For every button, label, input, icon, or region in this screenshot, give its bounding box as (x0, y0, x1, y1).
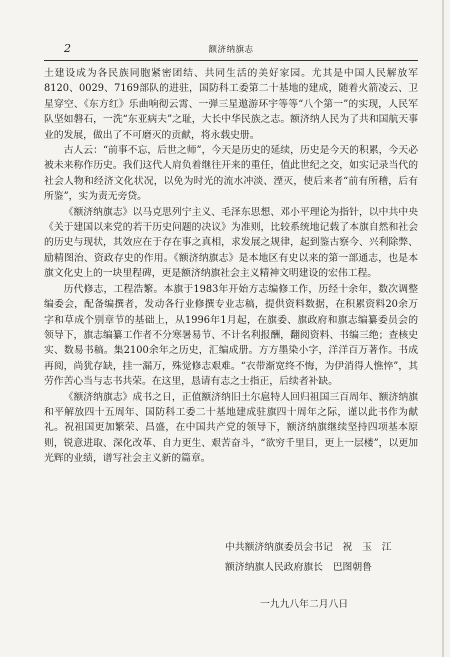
page-header (44, 40, 418, 56)
paragraph-3: 《额济纳旗志》以马克思列宁主义、毛泽东思想、邓小平理论为指针，以中共中央《关于建国以来党的若干历史问题的决议》为准则，比较系统地记载了本旗自然和社会的历史与现状，其效应在于存在事之真相，求发展之规律，起到鉴古察今、兴利除弊、励精图治、资政存史的作用。《额济纳旗志》是本地区有史以来的第一部通志，也是本旗文化史上的一块里程碑，更是额济纳旗社会主义精神文明建设的宏伟工程。 (44, 206, 418, 280)
paragraph-1: 土建设成为各民族同胞紧密团结、共同生活的美好家园。尤其是中国人民解放军8120、0029、7169部队的进驻，国防科工委第二十基地的建成，随着火箭凌云、卫星穿空、《东方红》乐曲响彻云霄、一弹三星遨游环宇等等“八个第一”的实现，人民军队坚如磐石，一洗“东亚病夫”之耻，大长中华民族之志。额济纳人民为了共和国航天事业的发展，做出了不可磨灭的贡献，将永载史册。 (44, 68, 418, 141)
running-title: 额济纳旗志 (208, 45, 254, 55)
signature-party-secretary: 中共额济纳旗委员会书记 祝 玉 江 (225, 542, 392, 553)
paragraph-2: 古人云：“前事不忘，后世之师”，今天是历史的延续，历史是今天的积累，今天必被未来称作历史。我们这代人肩负着继往开来的重任，值此世纪之交，如实记录当代的社会人物和经济文化状况，以免为时光的流水冲淡、湮灭，使后来者“前有所稽，后有所鉴”，实为责无旁贷。 (44, 145, 418, 203)
page-number: 2 (64, 42, 71, 55)
paragraph-4: 历代修志，工程浩繁。本旗于1983年开始方志编修工作，历经十余年，数次调整编委会，配备编撰者，发动各行业修撰专业志稿，提供资料数据，在积累资料20余万字和草成个别章节的基础上，从1996年1月起，在旗委、旗政府和旗志编纂委员会的领导下，旗志编纂工作者不分寒暑易节、不计名利报酬，翻阅资料、书编三绝；查核史实、数易书稿。集2100余年之历史，汇编成册。方方墨染小字，洋洋百万著作。书成再阅，尚犹存缺，挂一漏万，殊觉修志艰难。“衣带渐宽终不悔，为伊消得人憔悴”，其劳作苦心当与志书共荣。在这里，恳请有志之士指正，后续者补缺。 (44, 283, 418, 388)
paragraph-5: 《额济纳旗志》成书之日，正值额济纳旧土尔扈特人回归祖国三百周年、额济纳旗和平解放四十五周年、国防科工委二十基地建成驻旗四十周年之际，谨以此书作为献礼。祝祖国更加繁荣、昌盛，在中国共产党的领导下，额济纳旗继续坚持四项基本原则，锐意进取、深化改革、自力更生、艰苦奋斗，“欲穷千里目，更上一层楼”，以更加光辉的业绩，谱写社会主义新的篇章。 (44, 391, 418, 465)
date-line: 一九九八年二月八日 (260, 599, 349, 610)
body-text (44, 66, 418, 467)
header-rule (44, 60, 418, 61)
page-edge-shadow (442, 0, 444, 657)
signature-banner-head: 额济纳旗人民政府旗长 巴图朝鲁 (225, 562, 372, 573)
